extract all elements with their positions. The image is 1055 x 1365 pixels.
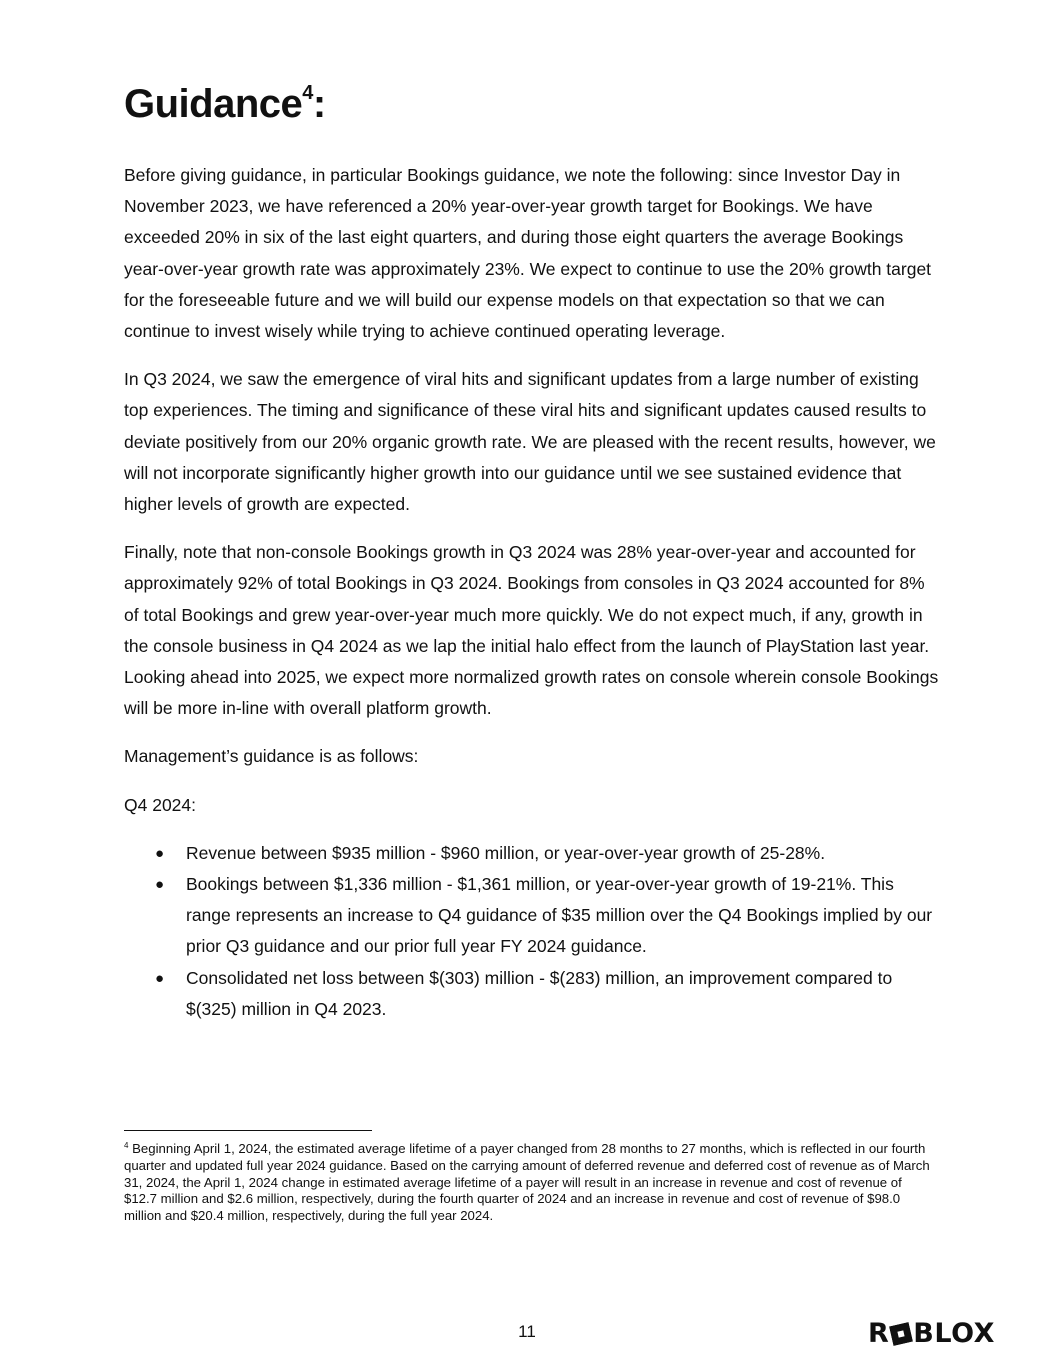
paragraph-guidance-intro: Management’s guidance is as follows:	[124, 746, 419, 767]
bullet-icon: ●	[155, 876, 165, 894]
body-text	[124, 160, 939, 1025]
logo-text-r: R	[868, 1318, 890, 1349]
guidance-item-text: Revenue between $935 million - $960 million, or year-over-year growth of 25-28%.	[186, 842, 826, 863]
footnote-text: Beginning April 1, 2024, the estimated average lifetime of a payer changed from 28 months to 27 months, which is reflected in our fourth quarter and updated full year 2024 guidance. Based on the carrying amount of deferred revenue and deferred cost of revenue as of March 31, 2024, the April 1, 2024 change in estimated average lifetime of a payer will result in an increase in revenue and cost of revenue of $12.7 million and $2.6 million, respectively, during the fourth quarter of 2024 and an increase in revenue and cost of revenue of $98.0 million and $20.4 million, respectively, during the full year 2024.	[124, 1141, 930, 1224]
paragraph-period-label: Q4 2024:	[124, 794, 196, 815]
page-title-suffix: :	[312, 82, 326, 126]
page-title	[124, 78, 326, 130]
paragraph-console-bookings: Finally, note that non-console Bookings growth in Q3 2024 was 28% year-over-year and accounted for approximately 92% of total Bookings in Q3 2024. Bookings from consoles in Q3 2024 accounted for 8% of total Bookings and grew year-over-year much more quickly. We do not expect much, if any, growth in the console business in Q4 2024 as we lap the initial halo effect from the launch of PlayStation last year. Looking ahead into 2025, we expect more normalized growth rates on console wherein console Bookings will be more in-line with overall platform growth.	[124, 542, 939, 719]
guidance-item-text: Bookings between $1,336 million - $1,361 million, or year-over-year growth of 19-21%. This range represents an increase to Q4 guidance of $35 million over the Q4 Bookings implied by our prior Q3 guidance and our prior full year FY 2024 guidance.	[186, 874, 933, 957]
logo-text-blox: BLOX	[913, 1318, 995, 1349]
guidance-item-net-loss	[124, 963, 939, 1025]
page-title-text: Guidance	[124, 82, 303, 126]
footnote-divider	[124, 1130, 372, 1131]
bullet-icon: ●	[155, 844, 165, 862]
guidance-item-revenue	[124, 838, 939, 869]
footnote	[124, 1141, 932, 1225]
roblox-tile-icon	[889, 1322, 913, 1346]
paragraph-q3-viral-hits: In Q3 2024, we saw the emergence of viral hits and significant updates from a large number of existing top experiences. The timing and significance of these viral hits and significant updates caused results to deviate positively from our 20% organic growth rate. We are pleased with the recent results, however, we will not incorporate significantly higher growth into our guidance until we see sustained evidence that higher levels of growth are expected.	[124, 369, 936, 515]
guidance-item-bookings	[124, 869, 939, 963]
guidance-item-text: Consolidated net loss between $(303) million - $(283) million, an improvement compared to $(325) million in Q4 2023.	[186, 967, 893, 1019]
heading-footnote-ref[interactable]: 4	[302, 82, 313, 104]
bullet-icon: ●	[155, 969, 165, 987]
page-number: 11	[518, 1322, 536, 1341]
guidance-list	[124, 838, 939, 1025]
paragraph-bookings-target: Before giving guidance, in particular Bookings guidance, we note the following: since Investor Day in November 2023, we have referenced a 20% year-over-year growth target for Bookings. We have exceeded 20% in six of the last eight quarters, and during those eight quarters the average Bookings year-over-year growth rate was approximately 23%. We expect to continue to use the 20% growth target for the foreseeable future and we will build our expense models on that expectation so that we can continue to invest wisely while trying to achieve continued operating leverage.	[124, 165, 932, 342]
roblox-logo	[868, 1318, 995, 1350]
footnote-marker: 4	[124, 1141, 129, 1150]
